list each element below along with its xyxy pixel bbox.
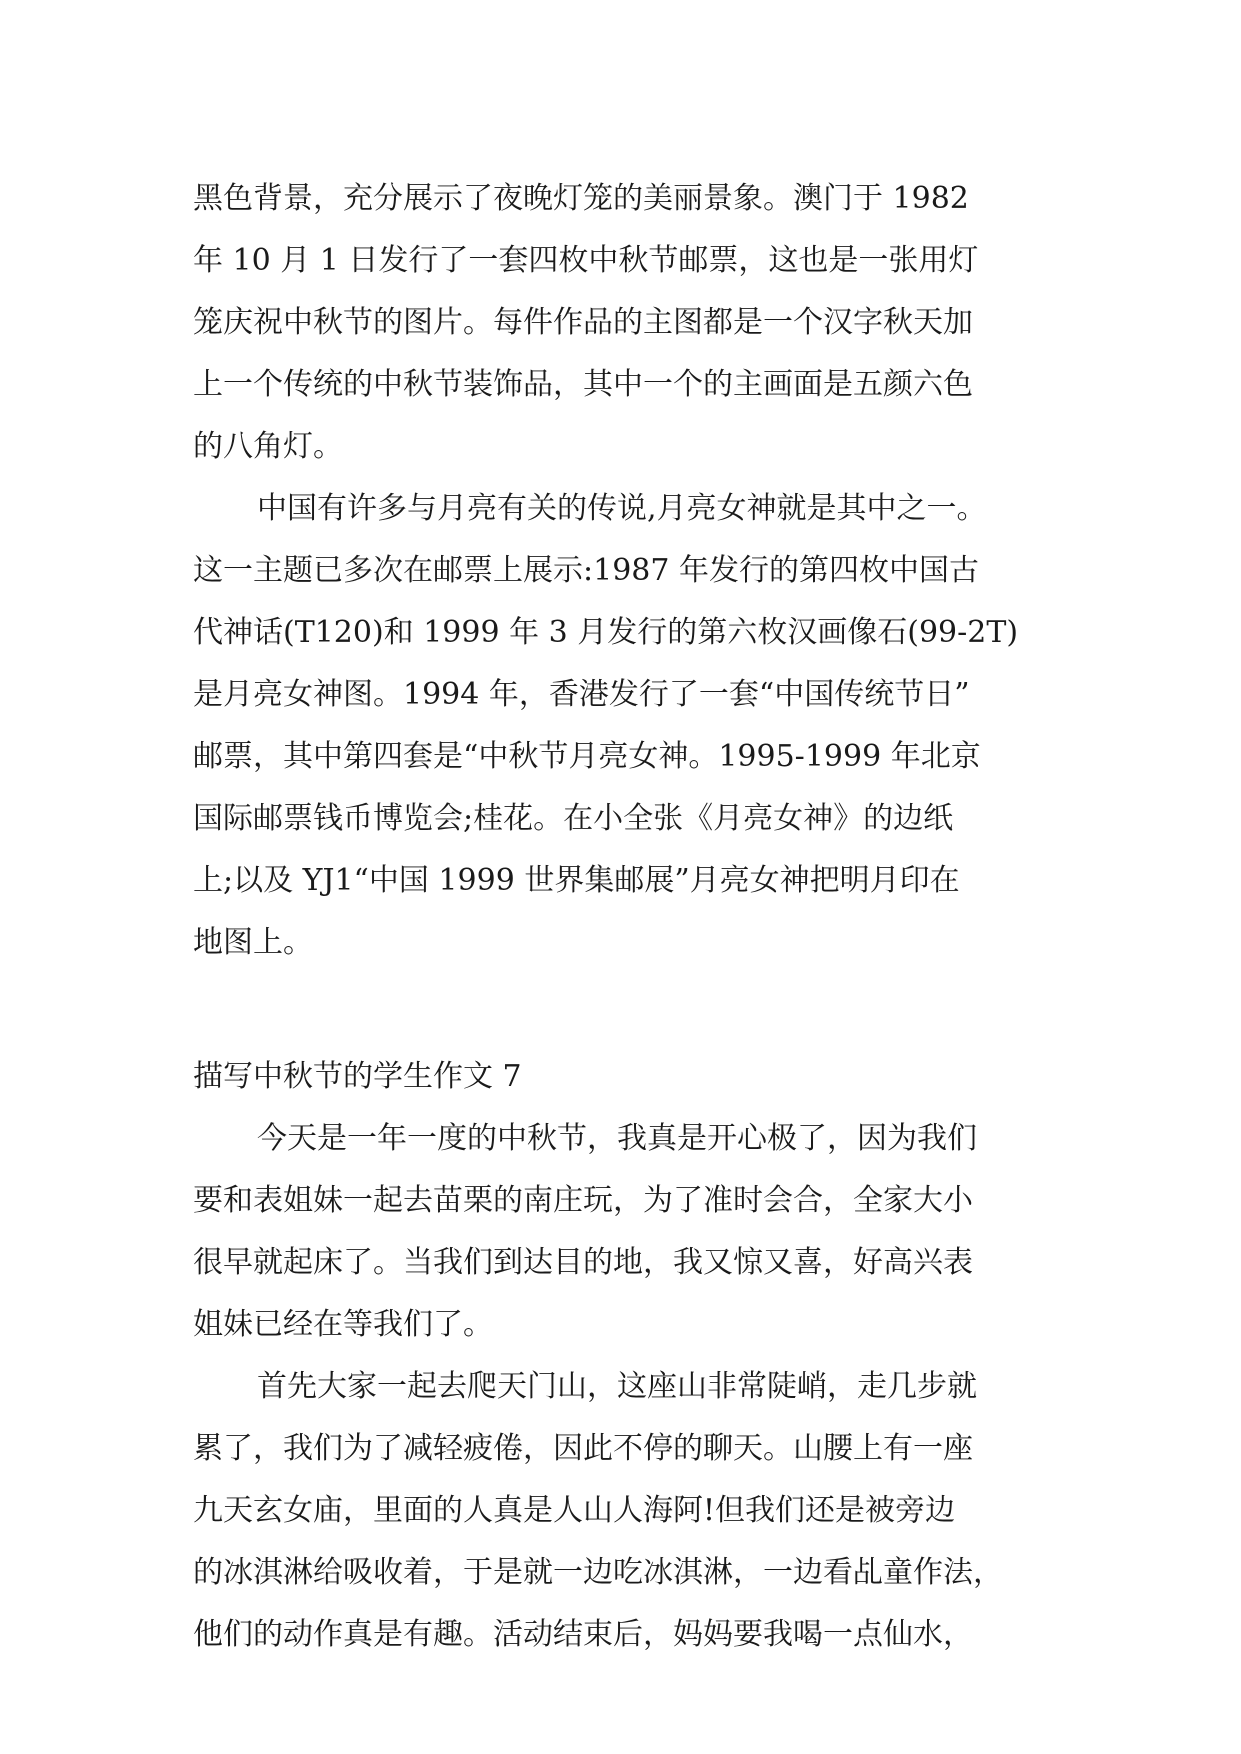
text-line: 首先大家一起去爬天门山，这座山非常陡峭，走几步就 [257,1369,977,1404]
text-line: 九天玄女庙，里面的人真是人山人海阿!但我们还是被旁边 [193,1493,956,1528]
paragraph-moon-goddess [193,478,1053,974]
section-continuation [193,168,1053,974]
document-body [193,168,1053,1666]
text-line: 中国有许多与月亮有关的传说,月亮女神就是其中之一。 [257,491,987,526]
text-line: 的八角灯。 [193,429,343,464]
text-line: 上;以及 YJ1“中国 1999 世界集邮展”月亮女神把明月印在 [193,863,960,898]
section-gap [193,974,1053,1046]
text-line: 累了，我们为了减轻疲倦，因此不停的聊天。山腰上有一座 [193,1431,973,1466]
paragraph-lantern-stamps [193,168,1053,478]
section-essay-7 [193,1046,1053,1666]
text-line: 这一主题已多次在邮票上展示:1987 年发行的第四枚中国古 [193,553,979,588]
text-line: 是月亮女神图。1994 年，香港发行了一套“中国传统节日” [193,677,970,712]
text-line: 邮票，其中第四套是“中秋节月亮女神。1995-1999 年北京 [193,739,981,774]
text-line: 代神话(T120)和 1999 年 3 月发行的第六枚汉画像石(99-2T) [193,615,1019,650]
text-line: 笼庆祝中秋节的图片。每件作品的主图都是一个汉字秋天加 [193,305,973,340]
paragraph-mid-autumn-trip [193,1108,1053,1356]
text-line: 地图上。 [193,925,313,960]
text-line: 姐妹已经在等我们了。 [193,1307,493,1342]
text-line: 年 10 月 1 日发行了一套四枚中秋节邮票，这也是一张用灯 [193,243,979,278]
text-line: 今天是一年一度的中秋节，我真是开心极了，因为我们 [257,1121,977,1156]
text-line: 上一个传统的中秋节装饰品，其中一个的主画面是五颜六色 [193,367,973,402]
text-line: 黑色背景，充分展示了夜晚灯笼的美丽景象。澳门于 1982 [193,181,969,216]
paragraph-mountain-climb [193,1356,1053,1666]
section-heading: 描写中秋节的学生作文 7 [193,1059,522,1094]
text-line: 的冰淇淋给吸收着，于是就一边吃冰淇淋，一边看乩童作法， [193,1555,1003,1590]
text-line: 要和表姐妹一起去苗栗的南庄玩，为了准时会合，全家大小 [193,1183,973,1218]
text-line: 国际邮票钱币博览会;桂花。在小全张《月亮女神》的边纸 [193,801,954,836]
text-line: 他们的动作真是有趣。活动结束后，妈妈要我喝一点仙水， [193,1617,973,1652]
text-line: 很早就起床了。当我们到达目的地，我又惊又喜，好高兴表 [193,1245,973,1280]
